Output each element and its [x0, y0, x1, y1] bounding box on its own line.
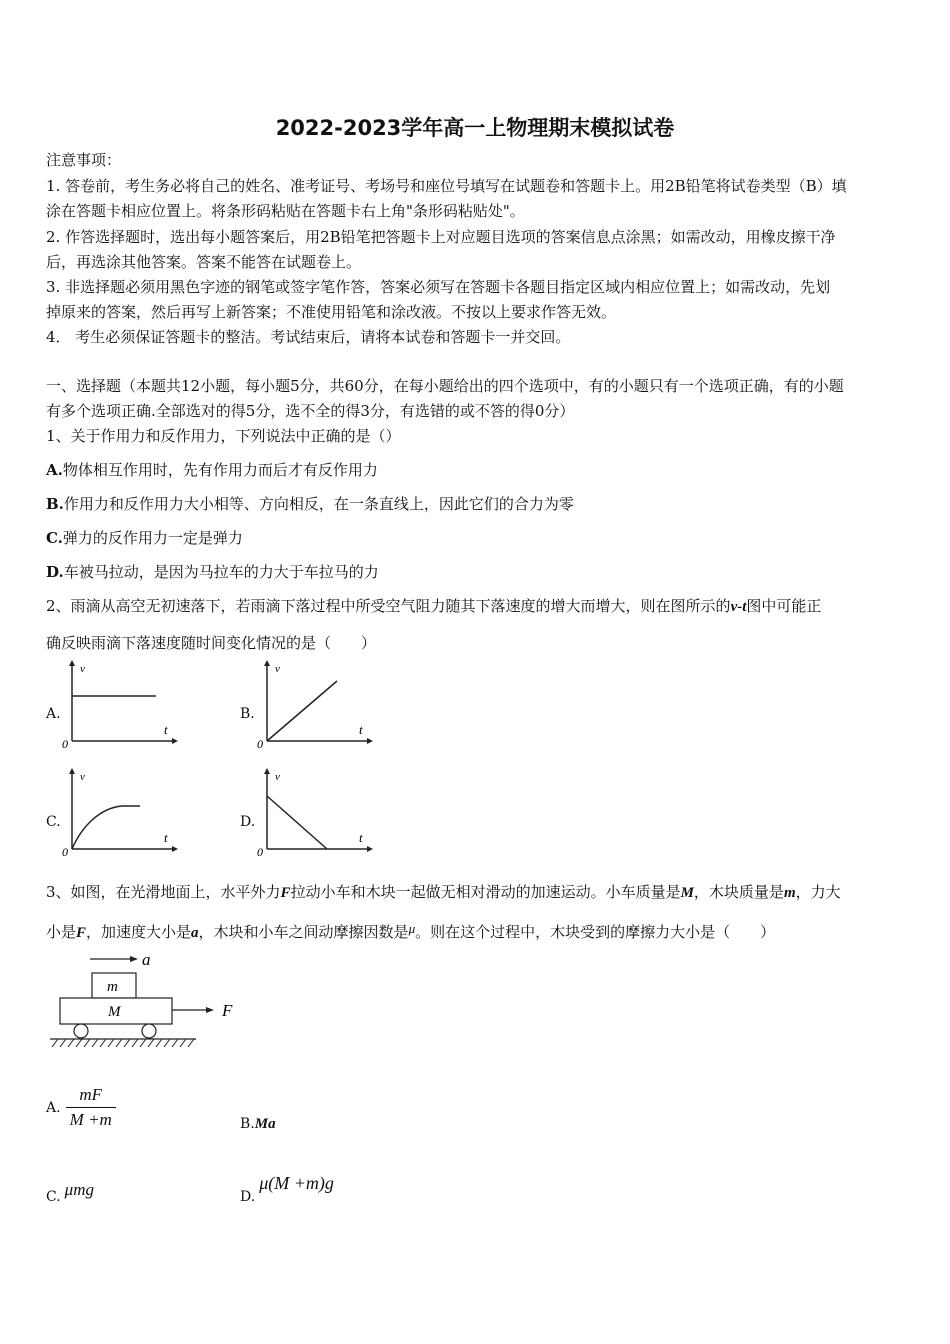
origin-label: 0 [257, 845, 263, 858]
question-2-stem: 2、雨滴从高空无初速落下，若雨滴下落过程中所受空气阻力随其下落速度的增大而增大，则在图所示的v-t图中可能正 [46, 597, 822, 615]
question-3-stem: 3、如图，在光滑地面上，水平外力F拉动小车和木块一起做无相对滑动的加速运动。小车质量是M，木块质量是m，力大 [46, 883, 841, 901]
q1-option-d: D.车被马拉动，是因为马拉车的力大于车拉马的力 [46, 563, 379, 581]
q3-option-d: D.μ(M +m)g [240, 1173, 334, 1205]
notice-heading: 注意事项： [46, 151, 122, 169]
q2-option-label-c: C. [46, 814, 61, 830]
origin-label: 0 [62, 737, 68, 750]
notice-line: 1. 答卷前，考生务必将自己的姓名、准考证号、考场号和座位号填写在试题卷和答题卡上。用2B铅笔将试卷类型（B）填 [46, 177, 847, 195]
cart-block-figure [46, 946, 246, 1058]
q1-option-c: C.弹力的反作用力一定是弹力 [46, 529, 243, 547]
notice-line: 3. 非选择题必须用黑色字迹的钢笔或签字笔作答，答案必须写在答题卡各题目指定区域内相应位置上；如需改动，先划 [46, 278, 831, 296]
question-3-stem: 小是F，加速度大小是a，木块和小车之间动摩擦因数是μ。则在这个过程中，木块受到的摩擦力大小是（ ） [46, 921, 776, 941]
vt-graph-a [60, 660, 180, 750]
axis-v-label: v [80, 771, 85, 783]
q2-option-label-a: A. [46, 706, 61, 722]
wheel [74, 1024, 88, 1038]
accel-label: a [142, 950, 151, 969]
q3-option-c: C. μmg [46, 1180, 94, 1205]
section-instructions: 有多个选项正确.全部选对的得5分，选不全的得3分，有选错的或不答的得0分） [46, 402, 575, 420]
axis-t-label: t [359, 830, 363, 845]
section-instructions: 一、选择题（本题共12小题，每小题5分，共60分，在每小题给出的四个选项中，有的小题只有一个选项正确，有的小题 [46, 377, 844, 395]
q2-option-label-b: B. [240, 706, 255, 722]
page-title: 2022-2023学年高一上物理期末模拟试卷 [275, 116, 675, 140]
q2-option-label-d: D. [240, 814, 256, 830]
cart-label: M [108, 1004, 121, 1020]
q1-option-b: B.作用力和反作用力大小相等、方向相反，在一条直线上，因此它们的合力为零 [46, 495, 574, 513]
vt-graph-c [60, 768, 180, 858]
wheel [142, 1024, 156, 1038]
notice-line: 4． 考生必须保证答题卡的整洁。考试结束后，请将本试卷和答题卡一并交回。 [46, 328, 571, 346]
axis-t-label: t [164, 830, 168, 845]
axis-v-label: v [80, 663, 85, 675]
q3-option-a: A. $\frac{mF}{M +m}$ [46, 1085, 116, 1130]
axis-v-label: v [275, 663, 280, 675]
axis-t-label: t [359, 722, 363, 737]
question-2-stem: 确反映雨滴下落速度随时间变化情况的是（ ） [46, 634, 377, 652]
question-1-stem: 1、关于作用力和反作用力，下列说法中正确的是（） [46, 427, 401, 445]
q1-option-a: A.物体相互作用时，先有作用力而后才有反作用力 [46, 461, 378, 479]
vt-graph-b [255, 660, 375, 750]
notice-line: 涂在答题卡相应位置上。将条形码粘贴在答题卡右上角"条形码粘贴处"。 [46, 202, 525, 220]
notice-line: 2. 作答选择题时，选出每小题答案后，用2B铅笔把答题卡上对应题目选项的答案信息点涂黑；如需改动，用橡皮擦干净 [46, 228, 836, 246]
block-label: m [107, 979, 118, 995]
notice-line: 掉原来的答案，然后再写上新答案；不准使用铅笔和涂改液。不按以上要求作答无效。 [46, 303, 617, 321]
origin-label: 0 [62, 845, 68, 858]
axis-v-label: v [275, 771, 280, 783]
fraction: $\frac{mF}{M +m}$ [66, 1085, 116, 1130]
q3-option-b: B.Ma [240, 1116, 276, 1132]
force-label: F [222, 1001, 233, 1020]
vt-graph-d [255, 768, 375, 858]
ground-hatch [52, 1039, 194, 1047]
axis-t-label: t [164, 722, 168, 737]
origin-label: 0 [257, 737, 263, 750]
notice-line: 后，再选涂其他答案。答案不能答在试题卷上。 [46, 253, 362, 271]
